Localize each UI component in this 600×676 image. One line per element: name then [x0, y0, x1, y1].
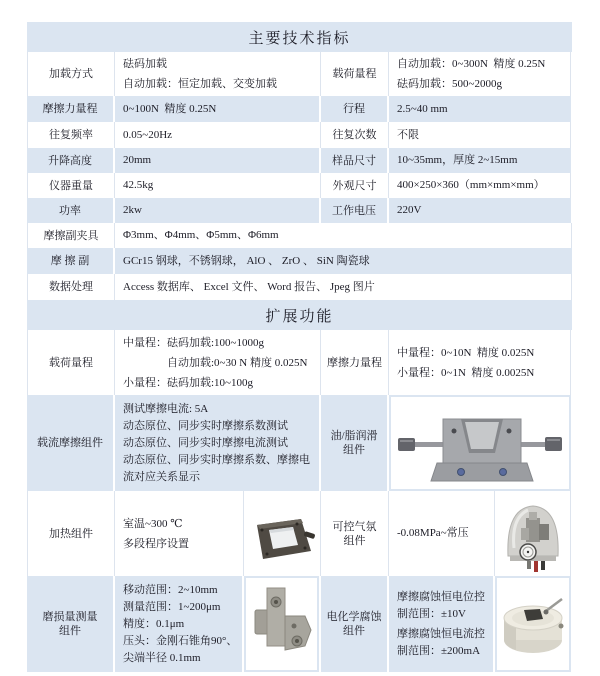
spec-label: 可控气氛 组件: [321, 491, 389, 576]
spec-value: 0~100N 精度 0.25N: [115, 96, 321, 122]
spec-row: [27, 395, 572, 491]
photo-cell: [495, 491, 571, 576]
controlled-atmosphere-chamber-photo: [497, 493, 568, 574]
photo-cell: [495, 576, 571, 672]
spec-value: 不限: [389, 122, 571, 148]
spec-label: 电化学腐蚀 组件: [321, 576, 389, 672]
spec-row: [27, 248, 572, 274]
spec-value: 10~35mm，厚度 2~15mm: [389, 148, 571, 173]
spec-label: 摩擦力量程: [321, 330, 389, 395]
spec-table: [27, 22, 572, 672]
spec-value: 摩擦腐蚀恒电位控制范围：±10V 摩擦腐蚀恒电流控制范围：±200mA: [389, 576, 495, 672]
spec-row: [27, 330, 572, 395]
main-section-title: 主要技术指标: [27, 22, 572, 52]
photo-cell: [244, 491, 321, 576]
spec-row: [27, 223, 572, 248]
spec-label: 载荷量程: [27, 330, 115, 395]
wear-measurement-sensor-photo: [246, 578, 317, 670]
heating-stage-photo: [246, 493, 318, 574]
spec-value: Access 数据库、 Excel 文件、 Word 报告、 Jpeg 图片: [115, 274, 572, 300]
spec-label: 摩擦副夹具: [27, 223, 115, 248]
spec-value: GCr15 钢球，不锈钢球， AlO 、 ZrO 、 SiN 陶瓷球: [115, 248, 572, 274]
spec-row: [27, 148, 572, 173]
spec-label: 外观尺寸: [321, 173, 389, 198]
spec-label: 数据处理: [27, 274, 115, 300]
spec-value: -0.08MPa~常压: [389, 491, 495, 576]
spec-row: [27, 198, 572, 223]
spec-label: 磨损量测量 组件: [27, 576, 115, 672]
bell-jar-illustration: [498, 494, 568, 574]
spec-value: 20mm: [115, 148, 321, 173]
spec-value: 中量程：0~10N 精度 0.025N 小量程：0~1N 精度 0.0025N: [389, 330, 571, 395]
spec-label: 往复次数: [321, 122, 389, 148]
spec-value: Φ3mm、Φ4mm、Φ5mm、Φ6mm: [115, 223, 572, 248]
spec-row: [27, 52, 572, 96]
photo-cell: [389, 395, 571, 491]
spec-value: 2kw: [115, 198, 321, 223]
spec-label: 升降高度: [27, 148, 115, 173]
spec-label: 摩 擦 副: [27, 248, 115, 274]
spec-row: [27, 173, 572, 198]
spec-label: 加载方式: [27, 52, 115, 96]
electrochemical-corrosion-cell-photo: [497, 578, 569, 670]
spec-value: 400×250×360（mm×mm×mm）: [389, 173, 571, 198]
spec-value: 220V: [389, 198, 571, 223]
oil-grease-lubrication-fixture-photo: [391, 397, 569, 489]
spec-row: [27, 122, 572, 148]
spec-value: 移动范围：2~10mm 测量范围：1~200μm 精度：0.1μm 压头：金刚石锥角90°、尖端半径 0.1mm: [115, 576, 244, 672]
spec-label: 油/脂润滑 组件: [321, 395, 389, 491]
spec-value: 42.5kg: [115, 173, 321, 198]
spec-row: [27, 274, 572, 300]
spec-label: 往复频率: [27, 122, 115, 148]
photo-cell: [244, 576, 321, 672]
spec-value: 中量程：砝码加载:100~1000g 自动加载:0~30 N 精度 0.025N 小量程：砝码加载:10~100g: [115, 330, 321, 395]
spec-label: 样品尺寸: [321, 148, 389, 173]
spec-value: 砝码加载 自动加载：恒定加载、交变加载: [115, 52, 321, 96]
spec-row: [27, 491, 572, 576]
spec-row: [27, 96, 572, 122]
heating-stage-illustration: [247, 499, 317, 569]
spec-label: 功率: [27, 198, 115, 223]
spec-value: 测试摩擦电流: 5A 动态原位、同步实时摩擦系数测试 动态原位、同步实时摩擦电流测试 动态原位、同步实时摩擦系数、摩擦电流对应关系显示: [115, 395, 321, 491]
spec-label: 行程: [321, 96, 389, 122]
spec-label: 摩擦力量程: [27, 96, 115, 122]
spec-value: 室温~300 ℃ 多段程序设置: [115, 491, 244, 576]
spec-label: 载流摩擦组件: [27, 395, 115, 491]
corrosion-cell-illustration: [498, 580, 568, 668]
spec-value: 2.5~40 mm: [389, 96, 571, 122]
spec-label: 仪器重量: [27, 173, 115, 198]
spec-value: 0.05~20Hz: [115, 122, 321, 148]
extended-section-title: 扩展功能: [27, 300, 572, 330]
spec-label: 工作电压: [321, 198, 389, 223]
spec-row: [27, 576, 572, 672]
spec-label: 加热组件: [27, 491, 115, 576]
spec-label: 载荷量程: [321, 52, 389, 96]
oil-fixture-illustration: [395, 401, 565, 485]
spec-value: 自动加载：0~300N 精度 0.25N 砝码加载：500~2000g: [389, 52, 571, 96]
wear-sensor-illustration: [247, 580, 317, 668]
